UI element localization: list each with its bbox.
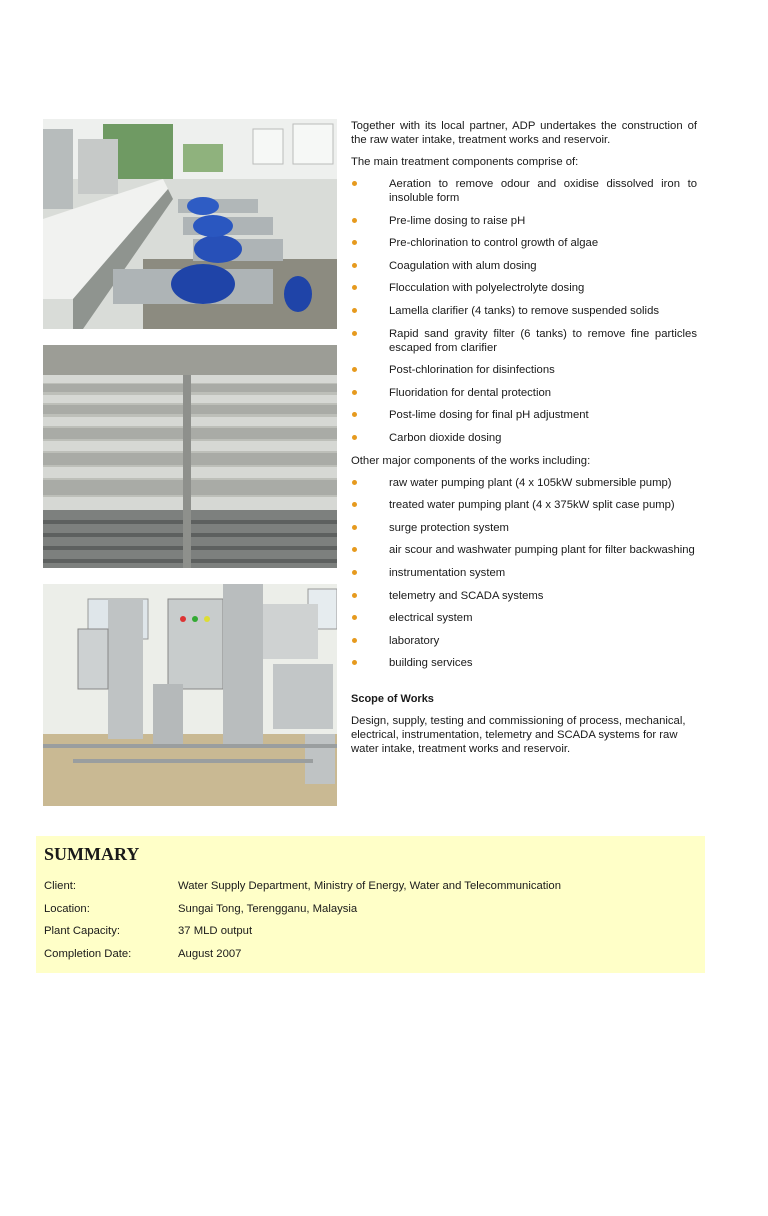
bullet-icon <box>352 390 357 395</box>
description-column <box>351 119 697 764</box>
list-item: instrumentation system <box>351 566 697 580</box>
summary-value: 37 MLD output <box>178 925 253 937</box>
scope-text: Design, supply, testing and commissioning of process, mechanical, electrical, instrumentation, telemetry and SCADA systems for raw water intake, treatment works and reservoir. <box>351 715 686 756</box>
list-item: Post-chlorination for disinfections <box>351 363 697 377</box>
list-item: Pre-lime dosing to raise pH <box>351 214 697 228</box>
summary-row-location <box>44 903 357 915</box>
bullet-icon <box>352 412 357 417</box>
list-item: air scour and washwater pumping plant for filter backwashing <box>351 543 697 557</box>
list-item: Rapid sand gravity filter (6 tanks) to remove fine particles escaped from clarifier <box>351 327 697 355</box>
list-item: Flocculation with polyelectrolyte dosing <box>351 281 697 295</box>
bullet-icon <box>352 367 357 372</box>
treatment-list <box>351 177 697 445</box>
dosing-equipment-photo <box>43 584 337 806</box>
summary-label: Plant Capacity: <box>44 925 120 937</box>
summary-row-capacity <box>44 925 252 937</box>
bullet-icon <box>352 435 357 440</box>
bullet-icon <box>352 240 357 245</box>
list-item: treated water pumping plant (4 x 375kW split case pump) <box>351 498 697 512</box>
summary-value: Water Supply Department, Ministry of Energy, Water and Telecommunication <box>178 880 561 892</box>
list-item: Fluoridation for dental protection <box>351 386 697 400</box>
bullet-icon <box>352 615 357 620</box>
scope-title: Scope of Works <box>351 693 434 706</box>
treatment-heading: The main treatment components comprise of: <box>351 156 579 168</box>
other-components-list <box>351 476 697 671</box>
list-item: raw water pumping plant (4 x 105kW submersible pump) <box>351 476 697 490</box>
bullet-icon <box>352 502 357 507</box>
bullet-icon <box>352 285 357 290</box>
bullet-icon <box>352 218 357 223</box>
filter-tanks-photo <box>43 345 337 568</box>
bullet-icon <box>352 570 357 575</box>
list-item: laboratory <box>351 634 697 648</box>
summary-row-completion <box>44 948 241 960</box>
list-item: Carbon dioxide dosing <box>351 431 697 445</box>
bullet-icon <box>352 263 357 268</box>
list-item: building services <box>351 656 697 670</box>
summary-label: Location: <box>44 903 90 915</box>
summary-title: SUMMARY <box>44 844 140 864</box>
bullet-icon <box>352 331 357 336</box>
list-item: Pre-chlorination to control growth of algae <box>351 236 697 250</box>
list-item: Coagulation with alum dosing <box>351 259 697 273</box>
list-item: telemetry and SCADA systems <box>351 589 697 603</box>
bullet-icon <box>352 638 357 643</box>
bullet-icon <box>352 308 357 313</box>
bullet-icon <box>352 480 357 485</box>
summary-row-client <box>44 880 561 892</box>
summary-value: August 2007 <box>178 948 242 960</box>
bullet-icon <box>352 547 357 552</box>
bullet-icon <box>352 525 357 530</box>
summary-box <box>36 836 705 973</box>
intro-paragraph: Together with its local partner, ADP undertakes the construction of the raw water intake, treatment works and reservoir. <box>351 120 697 146</box>
bullet-icon <box>352 660 357 665</box>
pump-hall-photo <box>43 119 337 329</box>
bullet-icon <box>352 593 357 598</box>
bullet-icon <box>352 181 357 186</box>
list-item: Aeration to remove odour and oxidise dissolved iron to insoluble form <box>351 177 697 205</box>
summary-label: Client: <box>44 880 77 892</box>
summary-value: Sungai Tong, Terengganu, Malaysia <box>178 903 358 915</box>
other-heading: Other major components of the works including: <box>351 454 591 467</box>
summary-label: Completion Date: <box>44 948 132 960</box>
list-item: Lamella clarifier (4 tanks) to remove suspended solids <box>351 304 697 318</box>
list-item: Post-lime dosing for final pH adjustment <box>351 408 697 422</box>
list-item: surge protection system <box>351 521 697 535</box>
list-item: electrical system <box>351 611 697 625</box>
